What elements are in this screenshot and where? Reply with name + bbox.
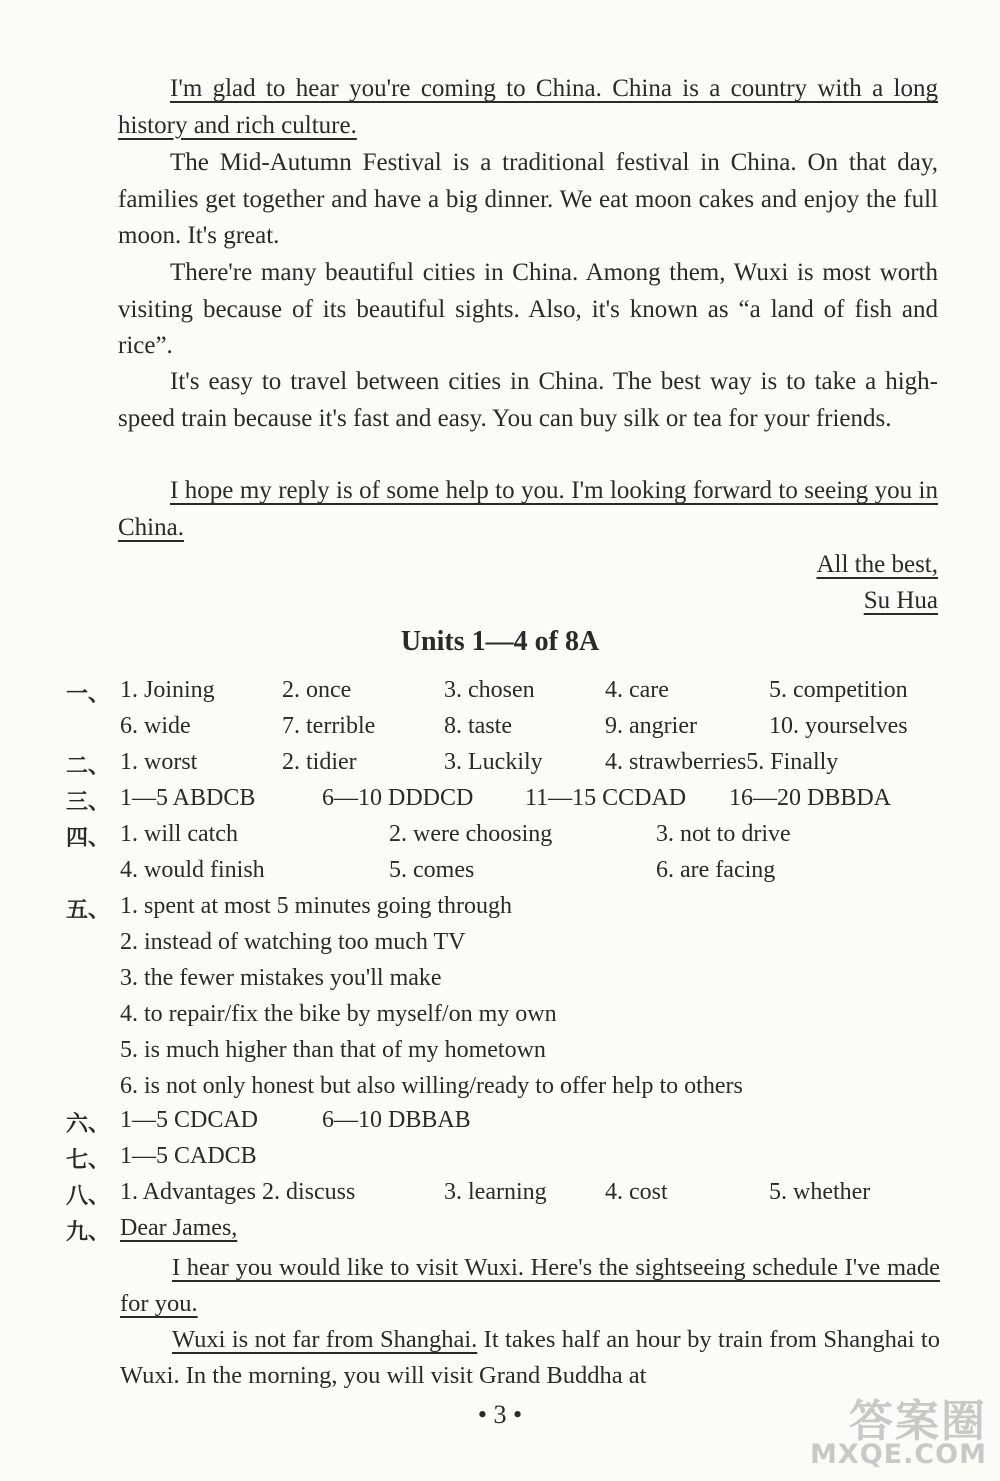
answer-item: 1. Advantages 2. discuss — [120, 1179, 356, 1205]
answer-section-5-row-2 — [0, 929, 1000, 965]
answer-item: 1. spent at most 5 minutes going through — [120, 893, 512, 919]
section-title: Units 1—4 of 8A — [400, 626, 600, 657]
answer-item: 5. is much higher than that of my hometown — [120, 1037, 546, 1063]
letter-signature: Su Hua — [863, 587, 938, 614]
answer-item: 1—5 CDCAD — [120, 1107, 259, 1133]
answer-item: 1. worst — [120, 749, 198, 775]
answer-item: 6—10 DBBAB — [322, 1107, 471, 1133]
answer-item: 2. instead of watching too much TV — [120, 929, 466, 955]
letter-paragraph-5: I hope my reply is of some help to you. I'm looking forward to seeing you in China. — [118, 477, 938, 541]
answer-item: 5. competition — [769, 677, 908, 703]
letter-closing: All the best, — [816, 551, 938, 578]
letter-paragraph-2: The Mid-Autumn Festival is a traditional festival in China. On that day, families get together and have a big dinner. We eat moon cakes and enjoy the full moon. It's great. — [118, 149, 938, 249]
answer-item: 6. is not only honest but also willing/ready to offer help to others — [120, 1073, 743, 1099]
answer-section-1-row-1 — [0, 677, 1000, 713]
letter-greeting: Dear James, — [120, 1215, 238, 1241]
answer-section-5-row-6 — [0, 1073, 1000, 1109]
answer-section-3 — [0, 785, 1000, 821]
answer-section-4-row-2 — [0, 857, 1000, 893]
answer-item: 8. taste — [444, 713, 512, 739]
section-number: 六、 — [66, 1112, 111, 1137]
answer-section-5-row-4 — [0, 1001, 1000, 1037]
answer-item: 4. strawberries5. Finally — [605, 749, 839, 775]
answer-item: 2. tidier — [282, 749, 357, 775]
answer-section-4-row-1 — [0, 821, 1000, 857]
section-number: 七、 — [66, 1148, 111, 1173]
page-number: • 3 • — [477, 1400, 523, 1429]
answer-item: 3. Luckily — [444, 749, 543, 775]
answer-item: 2. once — [282, 677, 352, 703]
answer-item: 7. terrible — [282, 713, 376, 739]
letter2-paragraph-2: Wuxi is not far from Shanghai. It takes half an hour by train from Shanghai to Wuxi. In the morning, you will visit Grand Buddha at — [120, 1326, 940, 1389]
answer-item: 3. learning — [444, 1179, 547, 1205]
letter-paragraph-1: I'm glad to hear you're coming to China. China is a country with a long history and rich culture. — [118, 75, 938, 139]
letter-paragraph-4: It's easy to travel between cities in China. The best way is to take a high-speed train because it's fast and easy. You can buy silk or tea for your friends. — [118, 368, 938, 432]
answer-item: 1. Joining — [120, 677, 215, 703]
watermark-text-bottom: MXQE.COM — [810, 1439, 987, 1470]
underlined-sentence: Wuxi is not far from Shanghai. — [172, 1326, 478, 1353]
answer-item: 4. care — [605, 677, 669, 703]
letter2-paragraph-1: I hear you would like to visit Wuxi. Here's the sightseeing schedule I've made for you. — [120, 1254, 940, 1317]
answer-item: 4. cost — [605, 1179, 668, 1205]
answer-item: 3. not to drive — [656, 821, 791, 847]
answer-section-8 — [0, 1179, 1000, 1215]
answer-item: 6—10 DDDCD — [322, 785, 474, 811]
answer-item: 2. were choosing — [389, 821, 553, 847]
answer-section-9-greeting-row — [0, 1215, 1000, 1251]
answer-item: 6. wide — [120, 713, 191, 739]
watermark-text-top: 答案圈 — [849, 1396, 987, 1447]
answer-item: 5. comes — [389, 857, 475, 883]
answer-item: 16—20 DBBDA — [729, 785, 892, 811]
answer-section-5-row-1 — [0, 893, 1000, 929]
answer-item: 3. the fewer mistakes you'll make — [120, 965, 442, 991]
section-number: 九、 — [66, 1220, 111, 1245]
letter-paragraph-3: There're many beautiful cities in China. Among them, Wuxi is most worth visiting because of its beautiful sights. Also, it's known as “a land of fish and rice”. — [118, 259, 938, 359]
answer-item: 6. are facing — [656, 857, 776, 883]
answer-section-2 — [0, 749, 1000, 785]
answer-section-5-row-5 — [0, 1037, 1000, 1073]
section-number: 五、 — [66, 898, 111, 923]
answer-item: 1—5 CADCB — [120, 1143, 257, 1169]
answer-item: 3. chosen — [444, 677, 535, 703]
answer-item: 10. yourselves — [769, 713, 908, 739]
answer-item: 9. angrier — [605, 713, 697, 739]
answer-item: 5. whether — [769, 1179, 871, 1205]
answer-item: 11—15 CCDAD — [525, 785, 687, 811]
answer-section-1-row-2 — [0, 713, 1000, 749]
answer-section-6 — [0, 1107, 1000, 1143]
section-number: 一、 — [66, 682, 111, 707]
answer-item: 1. will catch — [120, 821, 238, 847]
section-number: 三、 — [66, 790, 111, 815]
answer-item: 4. would finish — [120, 857, 265, 883]
answer-section-5-row-3 — [0, 965, 1000, 1001]
section-number: 二、 — [66, 754, 111, 779]
answer-item: 1—5 ABDCB — [120, 785, 256, 811]
section-number: 四、 — [66, 826, 111, 851]
watermark-logo — [805, 1385, 995, 1475]
section-number: 八、 — [66, 1184, 111, 1209]
answer-item: 4. to repair/fix the bike by myself/on my own — [120, 1001, 557, 1027]
answer-section-7 — [0, 1143, 1000, 1179]
